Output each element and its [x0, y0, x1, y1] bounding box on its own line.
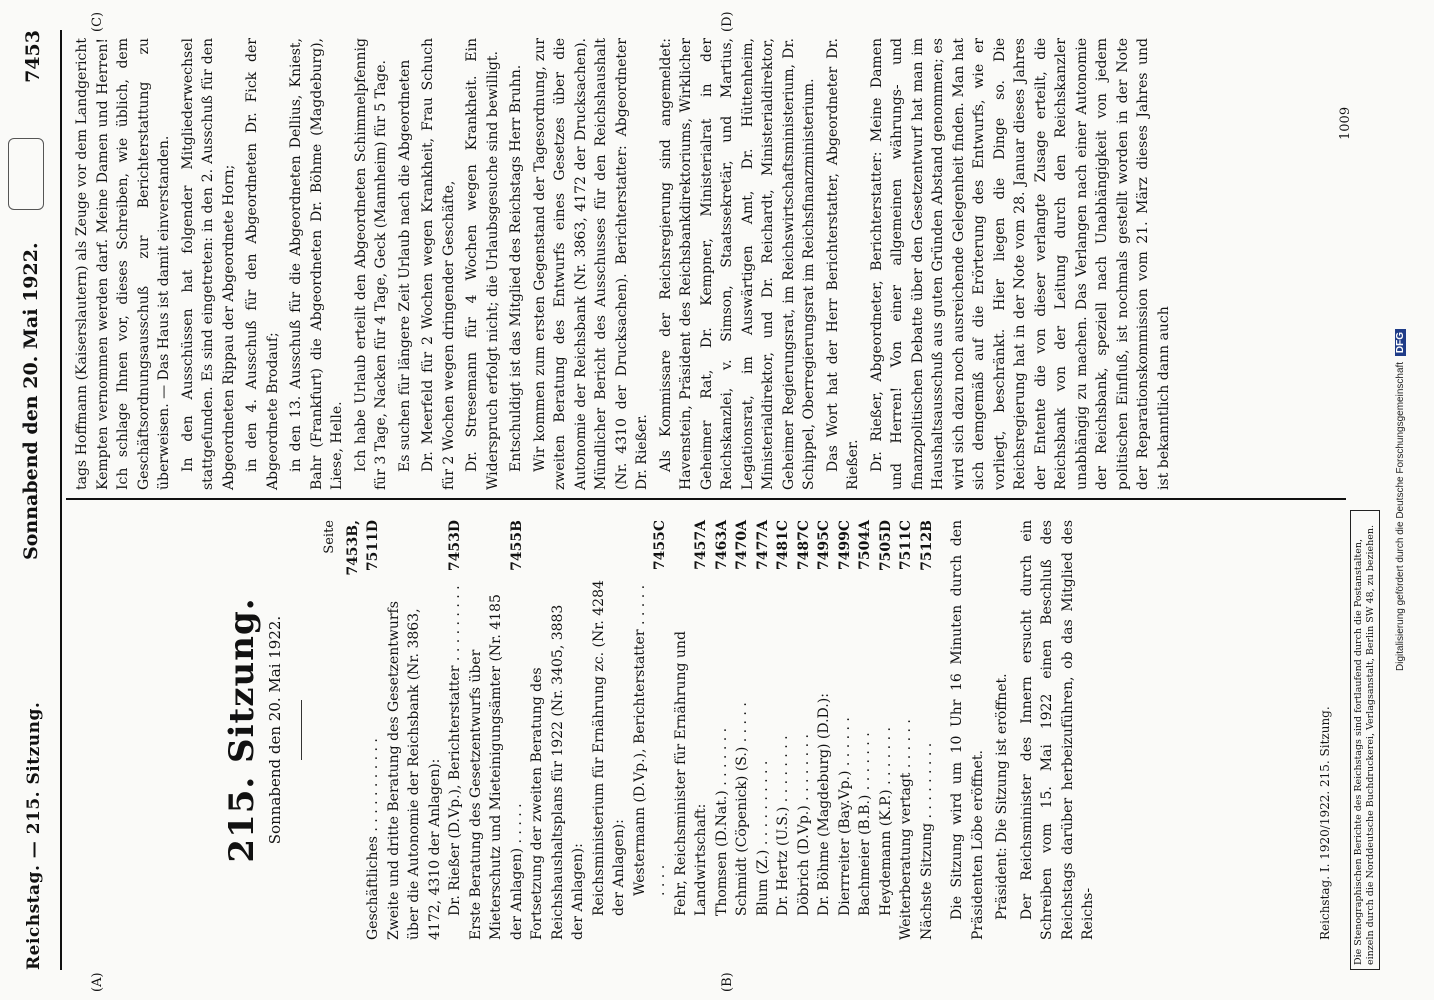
toc-entry: Dr. Böhme (Magdeburg) (D.D.): 7495C	[816, 520, 832, 916]
margin-mark-a: (A)	[90, 972, 105, 992]
paragraph: Die Sitzung wird um 10 Uhr 16 Minuten durch den Präsidenten Löbe eröffnet.	[949, 520, 986, 940]
paragraph: Dr. Rießer, Abgeordneter, Berichterstatter: Meine Damen und Herren! Von einer allgemeinen währungs- und finanzpolitischen Debatte über den Gesetzentwurf hat man im Haushaltsausschuß aus guten Gründen Abstand genommen; es wird sich dazu noch ausreichende Gelegenheit finden. Man hat sich demgemäß auf die Erörterung des Entwurfs, wie er vorliegt, beschränkt. Hier liegen die Dinge so. Die Reichsregierung hat in der Note vom 28. Januar dieses Jahres der Entente die von dieser verlangte Zusage erteilt, die Reichsbank von der Leitung durch den Reichskanzler unabhängig zu machen. Das Verlangen nach einer Autonomie der Reichsbank, speziell nach Unabhängigkeit von jedem politischen Einfluß, ist nochmals gestellt worden in der Note der Reparationskommission vom 21. März dieses Jahres und ist bekanntlich dann auch	[868, 38, 1172, 490]
paragraph: Das Wort hat der Herr Berichterstatter, Abgeordneter Dr. Rießer.	[824, 38, 861, 490]
toc-entry: Blum (Z.) . . . . . . . . . . 7477A	[754, 520, 771, 916]
dfg-credit-line	[1395, 0, 1406, 1000]
left-column	[72, 520, 1103, 940]
dfg-logo: DFG	[1395, 329, 1406, 356]
paragraph: Es suchen für längere Zeit Urlaub nach die Abgeordneten	[396, 59, 413, 472]
footer-distribution-box: Die Stenographischen Berichte des Reichstags sind fortlaufend durch die Postanstalten, einzeln durch die Norddeutsche Buchdruckerei, Verlagsanstalt, Berlin SW 48, zu beziehen.	[1350, 510, 1380, 970]
header-rule	[60, 30, 62, 970]
toc-entry: Erste Beratung des Gesetzentwurfs über Mieterschutz und Mieteinigungsämter (Nr. 4185 der Anlagen) . . . . . 7455B	[467, 520, 525, 940]
paragraph: Der Reichsminister des Innern ersucht durch ein Schreiben vom 15. Mai 1922 einen Beschluß des Reichstags darüber herbeizuführen, ob das Mitglied des Reichs-	[1018, 520, 1096, 940]
session-date: Sonnabend den 20. Mai 1922.	[265, 615, 284, 845]
toc-entry: Geschäftliches . . . . . . . . . . . 7453B, 7511D	[344, 520, 381, 940]
margin-mark-c: (C)	[90, 11, 105, 32]
paragraph: in den 13. Ausschuß für die Abgeordneten Dellius, Kniest, Bahr (Frankfurt) die Abgeordneten Dr. Böhme (Magdeburg), Liese, Helle.	[288, 38, 345, 490]
toc-entry: Heydemann (K.P.) . . . . . . . 7505D	[877, 520, 894, 916]
seite-label: Seite	[322, 520, 337, 554]
toc-entry: Dr. Hertz (U.S.) . . . . . . . . 7481C	[775, 520, 791, 916]
table-of-contents	[343, 520, 938, 940]
dfg-credit-text: Digitalisierung gefördert durch die Deutsche Forschungsgemeinschaft	[1395, 361, 1406, 671]
header-page-number: 7453	[22, 30, 44, 83]
toc-entry: Fehr, Reichsminister für Ernährung und Landwirtschaft: 7457A	[672, 520, 709, 916]
toc-entry: Döbrich (D.Vp.) . . . . . . . . 7487C	[795, 520, 812, 916]
paragraph: Wir kommen zum ersten Gegenstand der Tagesordnung, zur zweiten Beratung des Entwurfs eines Gesetzes über die Autonomie der Reichsbank (Nr. 3863, 4172 der Drucksachen). Mündlicher Bericht des Ausschusses für den Reichshaushalt (Nr. 4310 der Drucksachen). Berichterstatter: Abgeordneter Dr. Rießer.	[531, 38, 650, 490]
header-left: Reichstag. — 215. Sitzung.	[24, 701, 44, 970]
footer-left: Reichstag. I. 1920/1922. 215. Sitzung.	[1318, 706, 1332, 940]
left-body	[947, 520, 1099, 940]
column-divider	[66, 498, 1346, 500]
toc-entry: Weiterberatung vertagt . . . . . . 7511C	[898, 520, 914, 940]
toc-entry: Bachmeier (B.B.) . . . . . . . 7504A	[857, 520, 873, 916]
library-stamp	[8, 138, 44, 210]
paragraph: In den Ausschüssen hat folgender Mitgliederwechsel stattgefunden. Es sind eingetreten: in den 2. Ausschuß für den Abgeordneten Rippau der Abgeordnete Horn;	[179, 38, 237, 490]
paragraph: tags Hoffmann (Kaiserslautern) als Zeuge vor dem Landgericht Kempten vernommen werden darf. Meine Damen und Herren! Ich schlage Ihnen vor, dieses Schreiben, wie üblich, dem Geschäftsordnungsausschuß zur Berichterstattung zu überweisen. — Das Haus ist damit einverstanden.	[74, 38, 172, 490]
toc-entry: Fortsetzung der zweiten Beratung des Reichshaushaltsplans für 1922 (Nr. 3405, 3883 der Anlagen):	[529, 604, 586, 940]
paragraph: Ich habe Urlaub erteilt den Abgeordneten Schimmelpfennig für 3 Tage, Nacken für 4 Tage, Geck (Mannheim) für 5 Tage.	[352, 38, 389, 490]
toc-entry: Westermann (D.Vp.), Berichterstatter . . . . . . . . . 7455C	[631, 520, 668, 896]
header-center: Sonnabend den 20. Mai 1922.	[20, 242, 42, 560]
paragraph: Entschuldigt ist das Mitglied des Reichstags Herr Bruhn.	[508, 64, 524, 472]
paragraph: in den 4. Ausschuß für den Abgeordneten Dr. Fick der Abgeordnete Brodauf;	[244, 38, 281, 490]
toc-entry: Thomsen (D.Nat.) . . . . . . . 7463A	[713, 520, 730, 916]
toc-entry: Reichsministerium für Ernährung zc. (Nr. 4284 der Anlagen):	[590, 580, 627, 916]
margin-mark-d: (D)	[720, 11, 735, 32]
toc-entry: Dierrreiter (Bay.Vp.) . . . . . . 7499C	[836, 520, 853, 916]
bottom-page-number: 1009	[1338, 106, 1353, 140]
paragraph: Dr. Meerfeld für 2 Wochen wegen Krankheit, Frau Schuch für 2 Wochen wegen dringender Geschäfte,	[420, 38, 457, 490]
toc-entry: Zweite und dritte Beratung des Gesetzentwurfs über die Autonomie der Reichsbank (Nr. 3863, 4172, 4310 der Anlagen):	[385, 601, 443, 940]
paragraph: Dr. Stresemann für 4 Wochen wegen Krankheit. Ein Widerspruch erfolgt nicht; die Urlaubsgesuche sind bewilligt.	[464, 38, 501, 490]
session-title: 215. Sitzung.	[222, 597, 262, 863]
paragraph: Als Kommissare der Reichsregierung sind angemeldet: Havenstein, Präsident des Reichsbankdirektoriums, Wirklicher Geheimer Rat, Dr. Kempner, Ministerialrat in der Reichskanzlei, v. Simson, Staatssekretär, und Martius, Legationsrat, im Auswärtigen Amt, Dr. Hüttenheim, Ministerialdirektor, und Dr. Reichardt, Ministerialdirektor, Geheimer Regierungsrat, im Reichswirtschaftsministerium, Dr. Schippel, Oberregierungsrat im Reichsfinanzministerium.	[657, 38, 817, 490]
toc-entry: Nächste Sitzung . . . . . . . . . 7512B	[918, 520, 935, 940]
title-rule	[301, 700, 302, 760]
toc-entry: Schmidt (Cöpenick) (S.) . . . . . 7470A	[734, 520, 750, 916]
right-column	[72, 38, 1177, 490]
toc-entry: Dr. Rießer (D.Vp.), Berichterstatter . . . . . . . . . 7453D	[447, 520, 463, 916]
paragraph: Präsident: Die Sitzung ist eröffnet.	[994, 673, 1010, 920]
margin-mark-b: (B)	[720, 972, 735, 992]
